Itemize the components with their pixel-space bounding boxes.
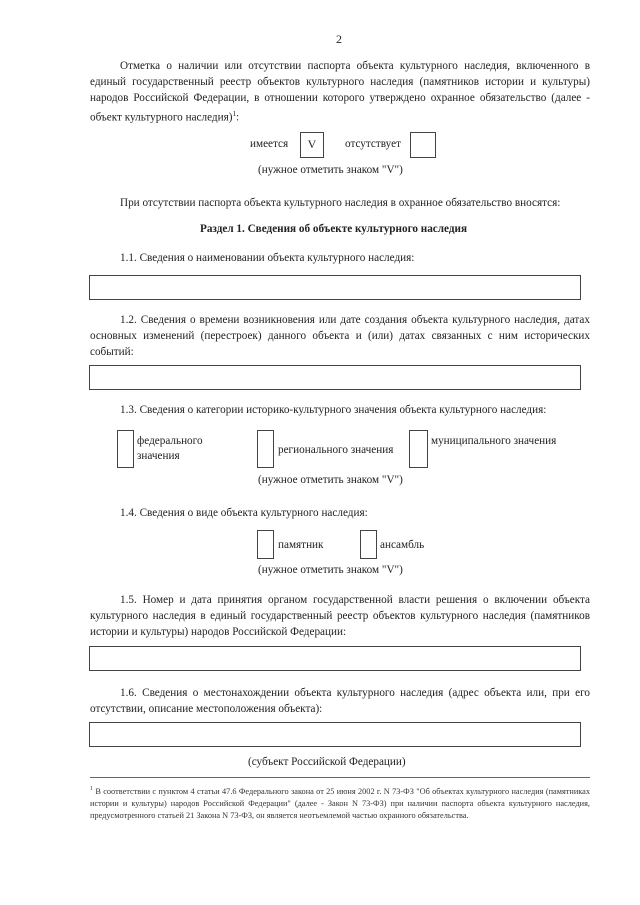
- has-passport-checkbox[interactable]: V: [300, 132, 324, 158]
- s1-1-label: 1.1. Сведения о наименовании объекта культурного наследия:: [120, 252, 415, 264]
- municipal-checkbox[interactable]: [409, 430, 428, 468]
- absent-passport-label: отсутствует: [345, 138, 401, 150]
- footnote-text: В соответствии с пунктом 4 статьи 47.6 Федерального закона от 25 июня 2002 г. N 73-ФЗ "Об объектах культурного наследия (памятниках истории и культуры) народов Российской Федерации" (далее - Закон N 73-ФЗ) при наличии паспорта объекта культурного наследия, предусмотренного статьей 21 Закона N 73-ФЗ, он является неотъемлемой частью охранного обязательства.: [90, 786, 591, 820]
- s1-5-label: 1.5. Номер и дата принятия органом государственной власти решения о включении объекта культурного наследия в единый государственный реестр объектов культурного наследия (памятников истории и культуры) народов Российской Федерации:: [90, 594, 590, 638]
- footnote-divider: [90, 777, 590, 778]
- s1-6-field[interactable]: [89, 722, 581, 747]
- kind-hint: (нужное отметить знаком "V"): [258, 564, 403, 576]
- footnote: [90, 783, 590, 822]
- absent-passport-checkbox[interactable]: [410, 132, 436, 158]
- s1-2-label: 1.2. Сведения о времени возникновения или дате создания объекта культурного наследия, датах основных изменений (перестроек) данного объекта и (или) датах связанных с ним исторических событий:: [90, 314, 590, 358]
- federal-checkbox[interactable]: [117, 430, 134, 468]
- regional-checkbox[interactable]: [257, 430, 274, 468]
- s1-5-field[interactable]: [89, 646, 581, 671]
- monument-checkbox[interactable]: [257, 530, 274, 559]
- ensemble-checkbox[interactable]: [360, 530, 377, 559]
- passport-hint: (нужное отметить знаком "V"): [258, 164, 403, 176]
- s1-2-field[interactable]: [89, 365, 581, 390]
- s1-3-label: 1.3. Сведения о категории историко-культурного значения объекта культурного наследия:: [120, 404, 547, 416]
- ensemble-label: ансамбль: [380, 539, 425, 551]
- monument-label: памятник: [278, 539, 324, 551]
- s1-6-caption: (субъект Российской Федерации): [248, 756, 406, 768]
- municipal-label: муниципального значения: [431, 435, 557, 447]
- has-passport-label: имеется: [250, 138, 289, 150]
- page-number: 2: [336, 32, 342, 46]
- footnote-ref: 1: [232, 110, 236, 118]
- category-hint: (нужное отметить знаком "V"): [258, 474, 403, 486]
- absence-note: При отсутствии паспорта объекта культурного наследия в охранное обязательство вносятся:: [120, 197, 561, 209]
- s1-1-field[interactable]: [89, 275, 581, 300]
- regional-label: регионального значения: [278, 444, 394, 456]
- intro-end: :: [235, 111, 240, 124]
- s1-4-label: 1.4. Сведения о виде объекта культурного наследия:: [120, 507, 368, 519]
- footnote-mark: 1: [90, 786, 93, 792]
- federal-label: федерального значения: [137, 435, 203, 462]
- intro-paragraph: [90, 58, 590, 126]
- s1-6-label: 1.6. Сведения о местонахождении объекта культурного наследия (адрес объекта или, при его отсутствии, описание местоположения объекта):: [90, 687, 590, 715]
- intro-text: Отметка о наличии или отсутствии паспорта объекта культурного наследия, включенного в единый государственный реестр объектов культурного наследия (памятников истории и культуры) народов Российской Федерации, в отношении которого утверждено охранное обязательство (далее - объект культурного наследия): [90, 60, 590, 124]
- section-title: Раздел 1. Сведения об объекте культурного наследия: [200, 223, 468, 235]
